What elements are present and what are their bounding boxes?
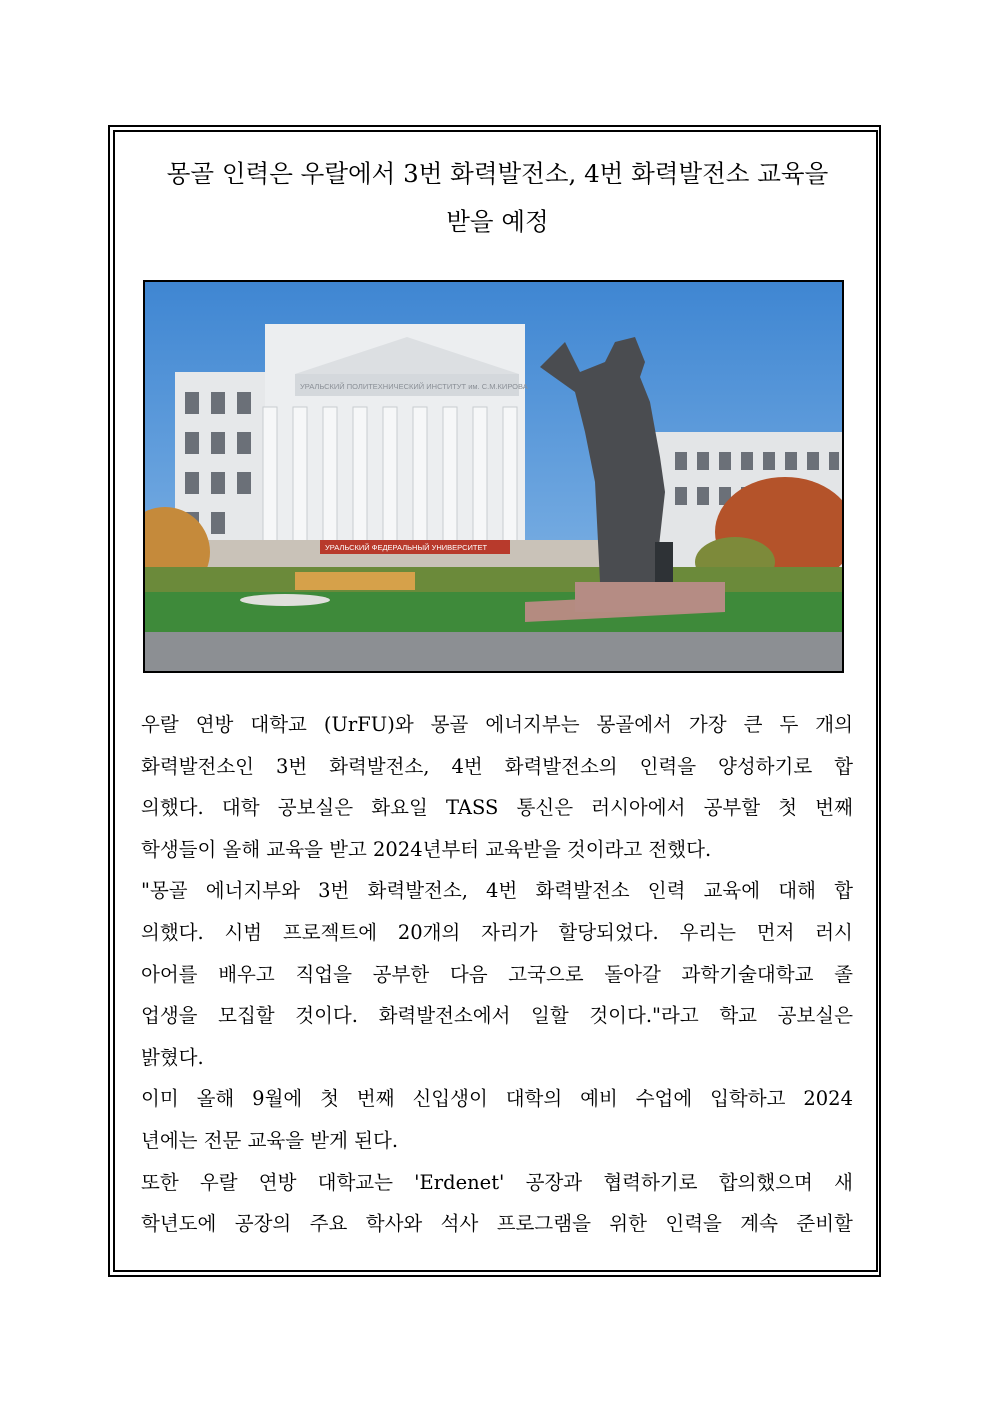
body-word: 업생을 xyxy=(141,1004,198,1028)
body-word: 화력발전소에서 xyxy=(378,1004,511,1028)
body-word: 4번 xyxy=(486,879,518,903)
body-word: 수업에 xyxy=(635,1087,693,1111)
body-word: 공부할 xyxy=(703,796,761,820)
body-word: 개의 xyxy=(815,713,853,736)
body-word: 프로그램을 xyxy=(496,1212,591,1236)
body-word: 모집할 xyxy=(218,1004,275,1028)
body-word: 20개의 xyxy=(397,920,461,944)
body-word: 우리는 xyxy=(679,920,737,944)
body-word: 학년도에 xyxy=(141,1212,217,1236)
body-line xyxy=(141,912,853,954)
body-word: 계속 xyxy=(740,1212,778,1236)
body-word: 몽골에서 xyxy=(596,713,672,736)
body-word: 공보실은 xyxy=(777,1004,853,1028)
body-word: 대학교 xyxy=(250,713,307,736)
body-word: 석사 xyxy=(440,1212,479,1236)
body-word: 고국으로 xyxy=(508,962,584,986)
body-word: 우랄 xyxy=(199,1170,238,1194)
body-word: 3번 xyxy=(318,879,350,903)
body-line xyxy=(141,1078,853,1120)
body-word: 것이다."라고 xyxy=(589,1004,699,1028)
body-line xyxy=(141,704,853,746)
frieze-text: УРАЛЬСКИЙ ПОЛИТЕХНИЧЕСКИЙ ИНСТИТУТ им. С.М.КИРОВА xyxy=(300,382,528,391)
body-word: 먼저 xyxy=(756,920,795,944)
body-word: 인력을 xyxy=(639,754,697,778)
body-word: 대해 xyxy=(778,879,816,903)
body-word: 화력발전소인 xyxy=(141,754,255,778)
body-word: 합 xyxy=(834,754,853,778)
body-word: 인력을 xyxy=(665,1212,722,1236)
body-line xyxy=(141,746,853,788)
body-word: 9월에 xyxy=(252,1087,303,1111)
body-word: 4번 xyxy=(451,754,483,778)
body-word: 화력발전소의 xyxy=(504,754,618,778)
body-word: 에너지부는 xyxy=(485,713,580,736)
body-word: 다음 xyxy=(449,962,488,986)
body-word: 화력발전소, xyxy=(367,879,468,903)
body-word: 에너지부와 xyxy=(205,879,300,903)
body-word: 위한 xyxy=(609,1212,647,1236)
body-word: 주요 xyxy=(309,1212,348,1236)
body-word: 의했다. xyxy=(141,920,204,944)
body-word: 이미 xyxy=(141,1087,179,1111)
body-word: 배우고 xyxy=(218,962,275,986)
body-word: 양성하기로 xyxy=(718,754,813,778)
body-word: 과학기술대학교 xyxy=(681,962,814,986)
article-title-line-2: 받을 예정 xyxy=(446,207,549,236)
body-word: 러시 xyxy=(815,920,853,944)
body-word: 프로젝트에 xyxy=(282,920,378,944)
body-word: 합 xyxy=(834,879,853,903)
body-word: 협력하기로 xyxy=(603,1170,698,1194)
body-line xyxy=(141,787,853,829)
body-word: 의했다. xyxy=(141,796,204,820)
body-word: 새 xyxy=(834,1170,853,1194)
body-word: 대학의 xyxy=(505,1087,563,1111)
body-word: 공보실은 xyxy=(277,796,354,820)
body-word: 큰 xyxy=(743,713,763,736)
body-word: 것이다. xyxy=(295,1004,358,1028)
body-word: "몽골 xyxy=(141,879,188,903)
body-word: 또한 xyxy=(141,1170,179,1194)
body-word: 인력 xyxy=(647,879,686,903)
body-word: 연방 xyxy=(195,713,234,736)
body-word: 러시아에서 xyxy=(591,796,686,820)
body-word: 올해 xyxy=(196,1087,235,1111)
body-word: 첫 xyxy=(778,796,798,820)
body-word: 3번 xyxy=(275,754,308,778)
body-word: (UrFU)와 xyxy=(323,713,414,736)
body-word: 공장과 xyxy=(525,1170,583,1194)
body-word: 대학교는 xyxy=(317,1170,393,1194)
body-word: 통신은 xyxy=(516,796,574,820)
body-word: 공부한 xyxy=(372,962,430,986)
body-word: 교육에 xyxy=(703,879,761,903)
article-title xyxy=(140,150,855,246)
building-sign: УРАЛЬСКИЙ ФЕДЕРАЛЬНЫЙ УНИВЕРСИТЕТ xyxy=(325,543,488,552)
body-word: 신입생이 xyxy=(412,1087,488,1111)
body-word: 합의했으며 xyxy=(718,1170,813,1194)
body-line xyxy=(141,870,853,912)
body-word: 직업을 xyxy=(295,962,352,986)
body-line: 밝혔다. xyxy=(141,1045,204,1069)
article-photo xyxy=(143,280,844,673)
body-word: 예비 xyxy=(580,1087,618,1111)
body-line xyxy=(141,1203,853,1245)
article-body xyxy=(141,704,853,1245)
body-word: 몽골 xyxy=(430,713,469,736)
body-word: 대학 xyxy=(221,796,260,820)
body-word: 할당되었다. xyxy=(558,920,659,944)
body-word: 연방 xyxy=(258,1170,297,1194)
body-line xyxy=(141,1162,853,1204)
body-word: 번째 xyxy=(356,1087,395,1111)
body-line xyxy=(141,954,853,996)
body-word: 일할 xyxy=(531,1004,569,1028)
body-word: TASS xyxy=(445,796,499,820)
body-word: 2024 xyxy=(803,1087,853,1111)
body-line: 학생들이 올해 교육을 받고 2024년부터 교육받을 것이라고 전했다. xyxy=(141,837,712,861)
body-line xyxy=(141,995,853,1037)
body-line: 년에는 전문 교육을 받게 된다. xyxy=(141,1128,399,1152)
body-word: 가장 xyxy=(688,713,727,736)
body-word: 번째 xyxy=(815,796,853,820)
body-word: 첫 xyxy=(320,1087,339,1111)
body-word: 학사와 xyxy=(365,1212,423,1236)
article-title-line-1: 몽골 인력은 우랄에서 3번 화력발전소, 4번 화력발전소 교육을 xyxy=(166,159,829,188)
body-word: 공장의 xyxy=(234,1212,292,1236)
body-word: 아어를 xyxy=(141,962,198,986)
body-word: 학교 xyxy=(719,1004,757,1028)
body-word: 두 xyxy=(779,713,799,736)
body-word: 화력발전소 xyxy=(535,879,630,903)
body-word: 입학하고 xyxy=(710,1087,786,1111)
body-word: 자리가 xyxy=(481,920,538,944)
body-word: 화력발전소, xyxy=(329,754,430,778)
body-word: 'Erdenet' xyxy=(414,1170,505,1194)
body-word: 돌아갈 xyxy=(604,962,661,986)
body-word: 졸 xyxy=(834,962,853,986)
body-word: 화요일 xyxy=(371,796,428,820)
body-word: 준비할 xyxy=(796,1212,853,1236)
body-word: 우랄 xyxy=(141,713,179,736)
body-word: 시범 xyxy=(224,920,263,944)
